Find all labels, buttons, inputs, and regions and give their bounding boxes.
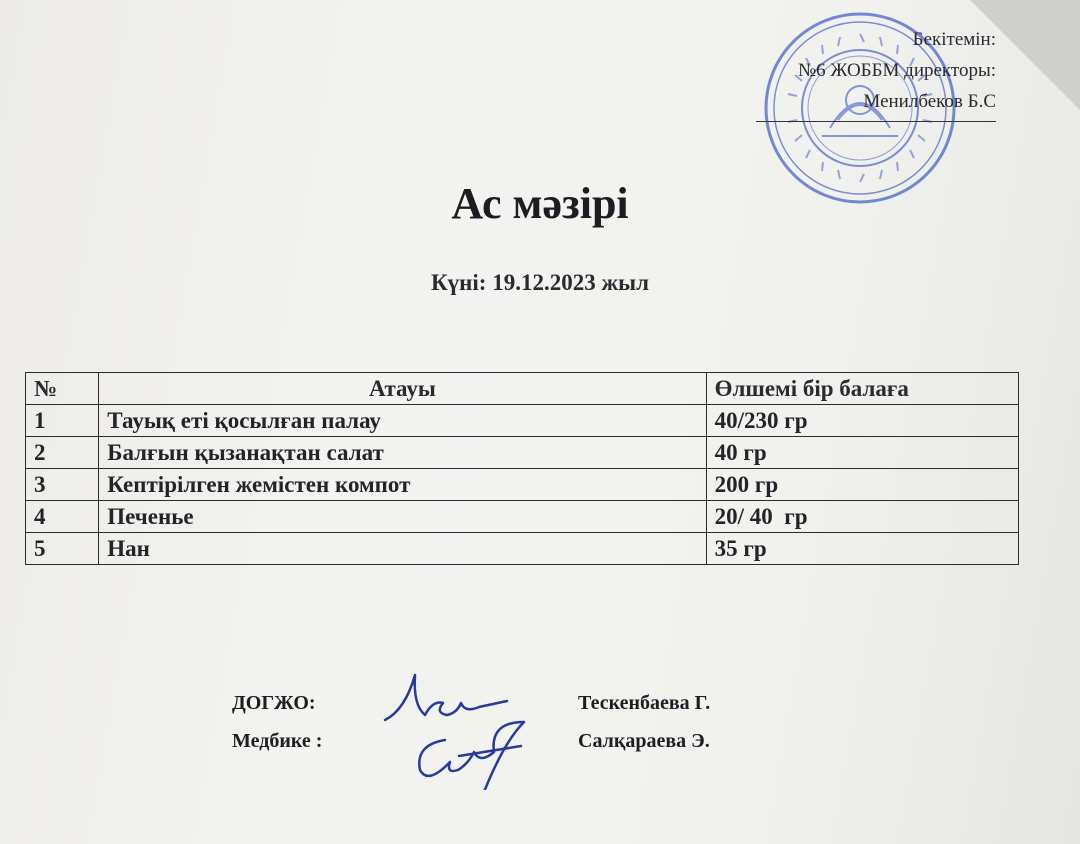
header-portion: Өлшемі бір балаға — [706, 373, 1018, 405]
table-row — [26, 405, 1019, 437]
row-dish: Тауық еті қосылған палау — [99, 405, 706, 437]
signature-role-2: Медбике : — [232, 730, 323, 752]
approval-line-3: Менилбеков Б.С — [863, 91, 996, 112]
signature-role-1: ДОГЖО: — [232, 692, 316, 714]
row-number: 1 — [26, 405, 99, 437]
handwritten-signature-icon — [375, 660, 555, 790]
table-row — [26, 469, 1019, 501]
row-dish: Печенье — [99, 501, 706, 533]
row-portion: 20/ 40 гр — [706, 501, 1018, 533]
row-number: 3 — [26, 469, 99, 501]
approval-block — [756, 24, 996, 122]
row-dish: Нан — [99, 533, 706, 565]
approval-line-1: Бекітемін: — [912, 29, 996, 50]
row-number: 4 — [26, 501, 99, 533]
menu-table — [25, 372, 1019, 565]
row-portion: 35 гр — [706, 533, 1018, 565]
table-row — [26, 533, 1019, 565]
row-portion: 40 гр — [706, 437, 1018, 469]
row-number: 5 — [26, 533, 99, 565]
row-portion: 200 гр — [706, 469, 1018, 501]
row-number: 2 — [26, 437, 99, 469]
signature-name-2: Салқараева Э. — [578, 730, 710, 752]
table-row — [26, 437, 1019, 469]
row-dish: Кептірілген жемістен компот — [99, 469, 706, 501]
signature-name-1: Тескенбаева Г. — [578, 692, 711, 714]
row-portion: 40/230 гр — [706, 405, 1018, 437]
table-header-row — [26, 373, 1019, 405]
table-row — [26, 501, 1019, 533]
page-title: Ас мәзірі — [451, 179, 629, 228]
approval-line-2: №6 ЖОББМ директоры: — [798, 60, 996, 81]
menu-date: Күні: 19.12.2023 жыл — [430, 270, 650, 295]
header-number: № — [26, 373, 99, 405]
header-name: Атауы — [99, 373, 706, 405]
row-dish: Балғын қызанақтан салат — [99, 437, 706, 469]
approval-signature-line — [756, 121, 996, 122]
